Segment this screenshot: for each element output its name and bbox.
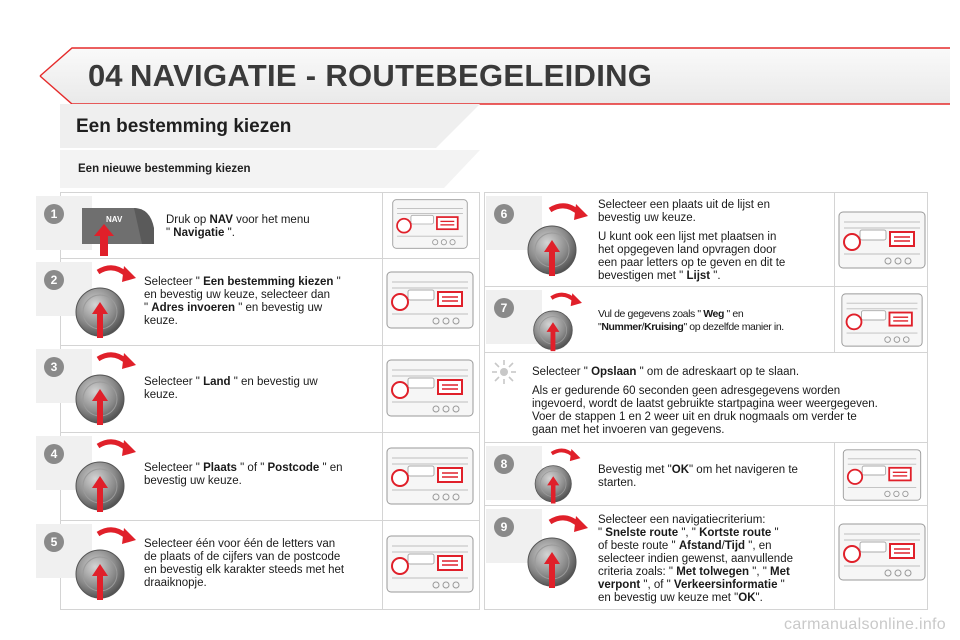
radio-unit-icon xyxy=(386,534,474,594)
page-title: NAVIGATIE - ROUTEBEGELEIDING xyxy=(130,58,653,93)
radio-unit-icon xyxy=(386,270,474,330)
chapter-number: 04 xyxy=(88,58,123,93)
radio-unit-icon xyxy=(838,210,926,270)
divider xyxy=(834,442,835,505)
step-number: 3 xyxy=(44,357,64,377)
step-number: 5 xyxy=(44,532,64,552)
tip-lightbulb-icon xyxy=(490,358,518,386)
section-title: Een bestemming kiezen xyxy=(76,116,292,137)
step-number: 9 xyxy=(494,517,514,537)
divider xyxy=(834,192,835,286)
step-number: 7 xyxy=(494,298,514,318)
nav-button-label: NAV xyxy=(106,215,123,224)
subsection-title: Een nieuwe bestemming kiezen xyxy=(78,163,251,175)
radio-unit-icon xyxy=(386,446,474,506)
rotary-dial-icon xyxy=(70,349,140,431)
step-9-text: Selecteer een navigatiecriterium: " Snelste route ", " Kortste route " of beste route " Afstand/Tijd ", en selecteer indien gewenst, aanvullende criteria zoals: " Met tolwegen ", " Met verpont ", of " Verkeersinformatie " en bevestig uw keuze met "OK". xyxy=(598,514,793,604)
radio-unit-icon xyxy=(386,198,474,250)
rotary-dial-icon xyxy=(522,200,592,282)
divider xyxy=(60,258,480,259)
radio-unit-icon xyxy=(838,292,926,348)
radio-unit-icon xyxy=(386,358,474,418)
radio-unit-icon xyxy=(838,522,926,582)
step-number: 2 xyxy=(44,270,64,290)
divider xyxy=(382,192,383,610)
radio-unit-icon xyxy=(838,448,926,502)
rotary-dial-icon xyxy=(522,446,592,508)
step-5-text: Selecteer één voor één de letters van de plaats of de cijfers van de postcode en bevestig elk karakter steeds met het draaiknopje. xyxy=(144,538,345,589)
divider xyxy=(60,520,480,521)
watermark: carmanualsonline.info xyxy=(784,616,946,633)
divider xyxy=(60,345,480,346)
step-1-text: Druk op NAV voor het menu " Navigatie ". xyxy=(166,214,310,239)
nav-button-icon xyxy=(76,200,156,258)
divider xyxy=(834,505,835,610)
step-number: 4 xyxy=(44,444,64,464)
divider xyxy=(60,432,480,433)
step-6-text: Selecteer een plaats uit de lijst en bevestig uw keuze. U kunt ook een lijst met plaatsen in het opgegeven land opvragen door een paar letters op te geven en dit te bevestigen met " Lijst ". xyxy=(598,199,786,282)
step-number: 6 xyxy=(494,204,514,224)
step-4-text: Selecteer " Plaats " of " Postcode " en bevestig uw keuze. xyxy=(144,462,343,487)
rotary-dial-icon xyxy=(70,524,140,606)
step-2-text: Selecteer " Een bestemming kiezen " en bevestig uw keuze, selecteer dan " Adres invoeren " en bevestig uw keuze. xyxy=(144,276,341,327)
step-number: 1 xyxy=(44,204,64,224)
step-7-text: Vul de gegevens zoals " Weg " en "Nummer/Kruising" op dezelfde manier in. xyxy=(598,308,784,333)
step-3-text: Selecteer " Land " en bevestig uw keuze. xyxy=(144,376,318,401)
rotary-dial-icon xyxy=(522,290,592,356)
rotary-dial-icon xyxy=(70,262,140,344)
step-8-text: Bevestig met "OK" om het navigeren te starten. xyxy=(598,464,798,489)
rotary-dial-icon xyxy=(70,436,140,518)
tip-text: Selecteer " Opslaan " om de adreskaart op te slaan. Als er gedurende 60 seconden geen adresgegevens worden ingevoerd, wordt de laatst gebruikte startpagina weer weergegeven. Voer de stappen 1 en 2 weer uit en druk nogmaals om verder te gaan met het invoeren van gegevens. xyxy=(532,366,878,436)
step-number: 8 xyxy=(494,454,514,474)
rotary-dial-icon xyxy=(522,512,592,594)
